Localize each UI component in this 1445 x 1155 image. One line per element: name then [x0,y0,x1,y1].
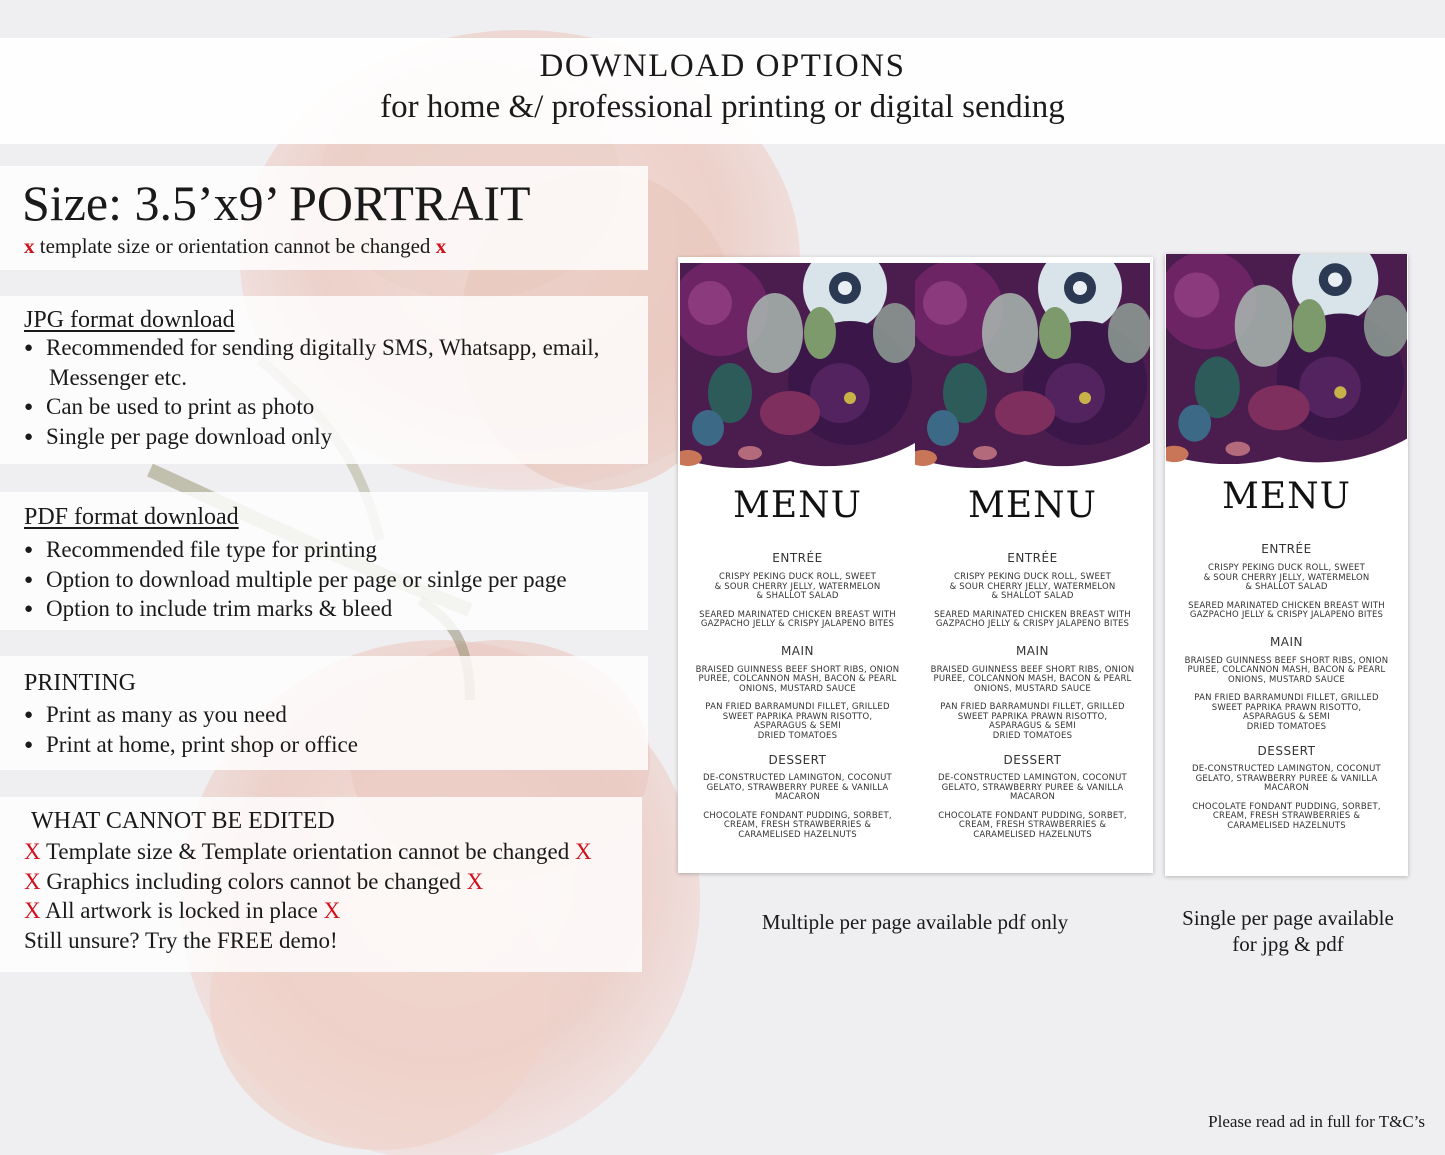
single-per-page-preview [1165,254,1408,876]
demo-line: Still unsure? Try the FREE demo! [24,928,338,953]
floral-artwork [915,263,1150,468]
menu-item: BRAISED GUINNESS BEEF SHORT RIBS, ONION PUREE, COLCANNON MASH, BACON & PEARL ONIONS, MUSTARD SAUCE [695,664,900,694]
menu-title: MENU [1222,476,1351,517]
size-note-text: template size or orientation cannot be changed [39,234,431,258]
menu-section-heading: MAIN [1269,634,1304,649]
menu-section-heading: MAIN [1015,643,1050,658]
cannot-edit-line: X Template size & Template orientation cannot be changed X [24,839,592,864]
bullet-icon: ● [24,340,34,356]
menu-item: PAN FRIED BARRAMUNDI FILLET, GRILLED SWEET PAPRIKA PRAWN RISOTTO, ASPARAGUS & SEMI DRIED TOMATOES [1194,693,1379,732]
x-mark-icon: X [24,898,41,923]
cannot-edit-title: WHAT CANNOT BE EDITED [31,808,335,834]
menu-item: BRAISED GUINNESS BEEF SHORT RIBS, ONION PUREE, COLCANNON MASH, BACON & PEARL ONIONS, MUSTARD SAUCE [1184,655,1389,685]
jpg-panel [0,296,648,464]
floral-artwork [1166,254,1407,464]
bullet-item: ● Recommended for sending digitally SMS, Whatsapp, email, [24,335,600,360]
bullet-item: ● Can be used to print as photo [24,394,315,419]
multiple-caption: Multiple per page available pdf only [761,910,1069,934]
bullet-icon: ● [24,707,34,723]
menu-title: MENU [733,485,862,526]
menu-item: CRISPY PEKING DUCK ROLL, SWEET & SOUR CHERRY JELLY, WATERMELON & SHALLOT SALAD [1203,563,1370,592]
cannot-edit-line: X Graphics including colors cannot be changed X [24,869,484,894]
menu-item: SEARED MARINATED CHICKEN BREAST WITH GAZPACHO JELLY & CRISPY JALAPENO BITES [699,609,896,629]
menu-item: DE-CONSTRUCTED LAMINGTON, COCONUT GELATO, STRAWBERRY PUREE & VANILLA MACARON [938,773,1127,802]
menu-card [915,263,1150,869]
pdf-panel [0,492,648,630]
single-caption-line: for jpg & pdf [1232,932,1344,956]
bullet-icon: ● [24,572,34,588]
bullet-icon: ● [24,737,34,753]
size-note [24,234,446,259]
menu-section-heading: DESSERT [1003,753,1062,767]
bullet-item: ● Single per page download only [24,424,333,449]
size-panel [0,166,648,270]
x-mark-icon: x [435,234,447,258]
menu-item: PAN FRIED BARRAMUNDI FILLET, GRILLED SWEET PAPRIKA PRAWN RISOTTO, ASPARAGUS & SEMI DRIED TOMATOES [940,702,1125,741]
x-mark-icon: X [574,839,592,864]
menu-item: CRISPY PEKING DUCK ROLL, SWEET & SOUR CHERRY JELLY, WATERMELON & SHALLOT SALAD [714,572,881,601]
bullet-icon: ● [24,429,34,445]
x-mark-icon: X [323,898,341,923]
header-subtitle: for home &/ professional printing or digital sending [380,89,1065,125]
menu-card [1166,254,1407,876]
single-caption [1160,905,1416,957]
menu-section-heading: MAIN [780,643,815,658]
header-banner [0,38,1445,144]
bullet-icon: ● [24,399,34,415]
bullet-item: ● Print as many as you need [24,702,287,727]
printing-panel [0,656,648,770]
cannot-edit-panel [0,797,642,972]
bullet-item: ● Print at home, print shop or office [24,732,358,757]
footer-note: Please read ad in full for T&C’s [1208,1112,1425,1131]
bullet-item: ● Option to include trim marks & bleed [24,596,393,621]
bullet-item: ● Recommended file type for printing [24,537,377,562]
x-mark-icon: x [24,234,35,258]
menu-section-heading: DESSERT [1257,744,1316,758]
menu-item: SEARED MARINATED CHICKEN BREAST WITH GAZPACHO JELLY & CRISPY JALAPENO BITES [1188,600,1385,620]
menu-card [680,263,915,869]
x-mark-icon: X [24,839,41,864]
multiple-per-page-preview [678,257,1153,873]
x-mark-icon: X [466,869,484,894]
menu-section-heading: ENTRÉE [772,551,823,565]
x-mark-icon: X [24,869,41,894]
menu-section-heading: ENTRÉE [1261,542,1312,556]
bullet-item: ● Option to download multiple per page or sinlge per page [24,567,567,592]
single-caption-line: Single per page available [1182,906,1394,930]
menu-item: PAN FRIED BARRAMUNDI FILLET, GRILLED SWEET PAPRIKA PRAWN RISOTTO, ASPARAGUS & SEMI DRIED TOMATOES [705,702,890,741]
cannot-edit-line: X All artwork is locked in place X [24,898,341,923]
menu-item: CHOCOLATE FONDANT PUDDING, SORBET, CREAM, FRESH STRAWBERRIES & CARAMELISED HAZELNUTS [1192,801,1381,831]
bullet-continuation: Messenger etc. [49,365,187,390]
menu-item: CHOCOLATE FONDANT PUDDING, SORBET, CREAM, FRESH STRAWBERRIES & CARAMELISED HAZELNUTS [703,810,892,840]
menu-section-heading: DESSERT [768,753,827,767]
menu-item: SEARED MARINATED CHICKEN BREAST WITH GAZPACHO JELLY & CRISPY JALAPENO BITES [934,609,1131,629]
bullet-icon: ● [24,601,34,617]
header-title: DOWNLOAD OPTIONS [539,48,906,84]
pdf-title: PDF format download [24,504,239,530]
menu-item: DE-CONSTRUCTED LAMINGTON, COCONUT GELATO, STRAWBERRY PUREE & VANILLA MACARON [703,773,892,802]
floral-artwork [680,263,915,468]
bullet-icon: ● [24,542,34,558]
printing-title: PRINTING [24,670,136,696]
menu-title: MENU [968,485,1097,526]
jpg-title: JPG format download [24,307,235,333]
menu-item: CHOCOLATE FONDANT PUDDING, SORBET, CREAM, FRESH STRAWBERRIES & CARAMELISED HAZELNUTS [938,810,1127,840]
size-title: Size: 3.5’x9’ PORTRAIT [22,175,531,231]
menu-item: BRAISED GUINNESS BEEF SHORT RIBS, ONION PUREE, COLCANNON MASH, BACON & PEARL ONIONS, MUSTARD SAUCE [930,664,1135,694]
menu-item: CRISPY PEKING DUCK ROLL, SWEET & SOUR CHERRY JELLY, WATERMELON & SHALLOT SALAD [949,572,1116,601]
menu-section-heading: ENTRÉE [1007,551,1058,565]
menu-item: DE-CONSTRUCTED LAMINGTON, COCONUT GELATO, STRAWBERRY PUREE & VANILLA MACARON [1192,764,1381,793]
